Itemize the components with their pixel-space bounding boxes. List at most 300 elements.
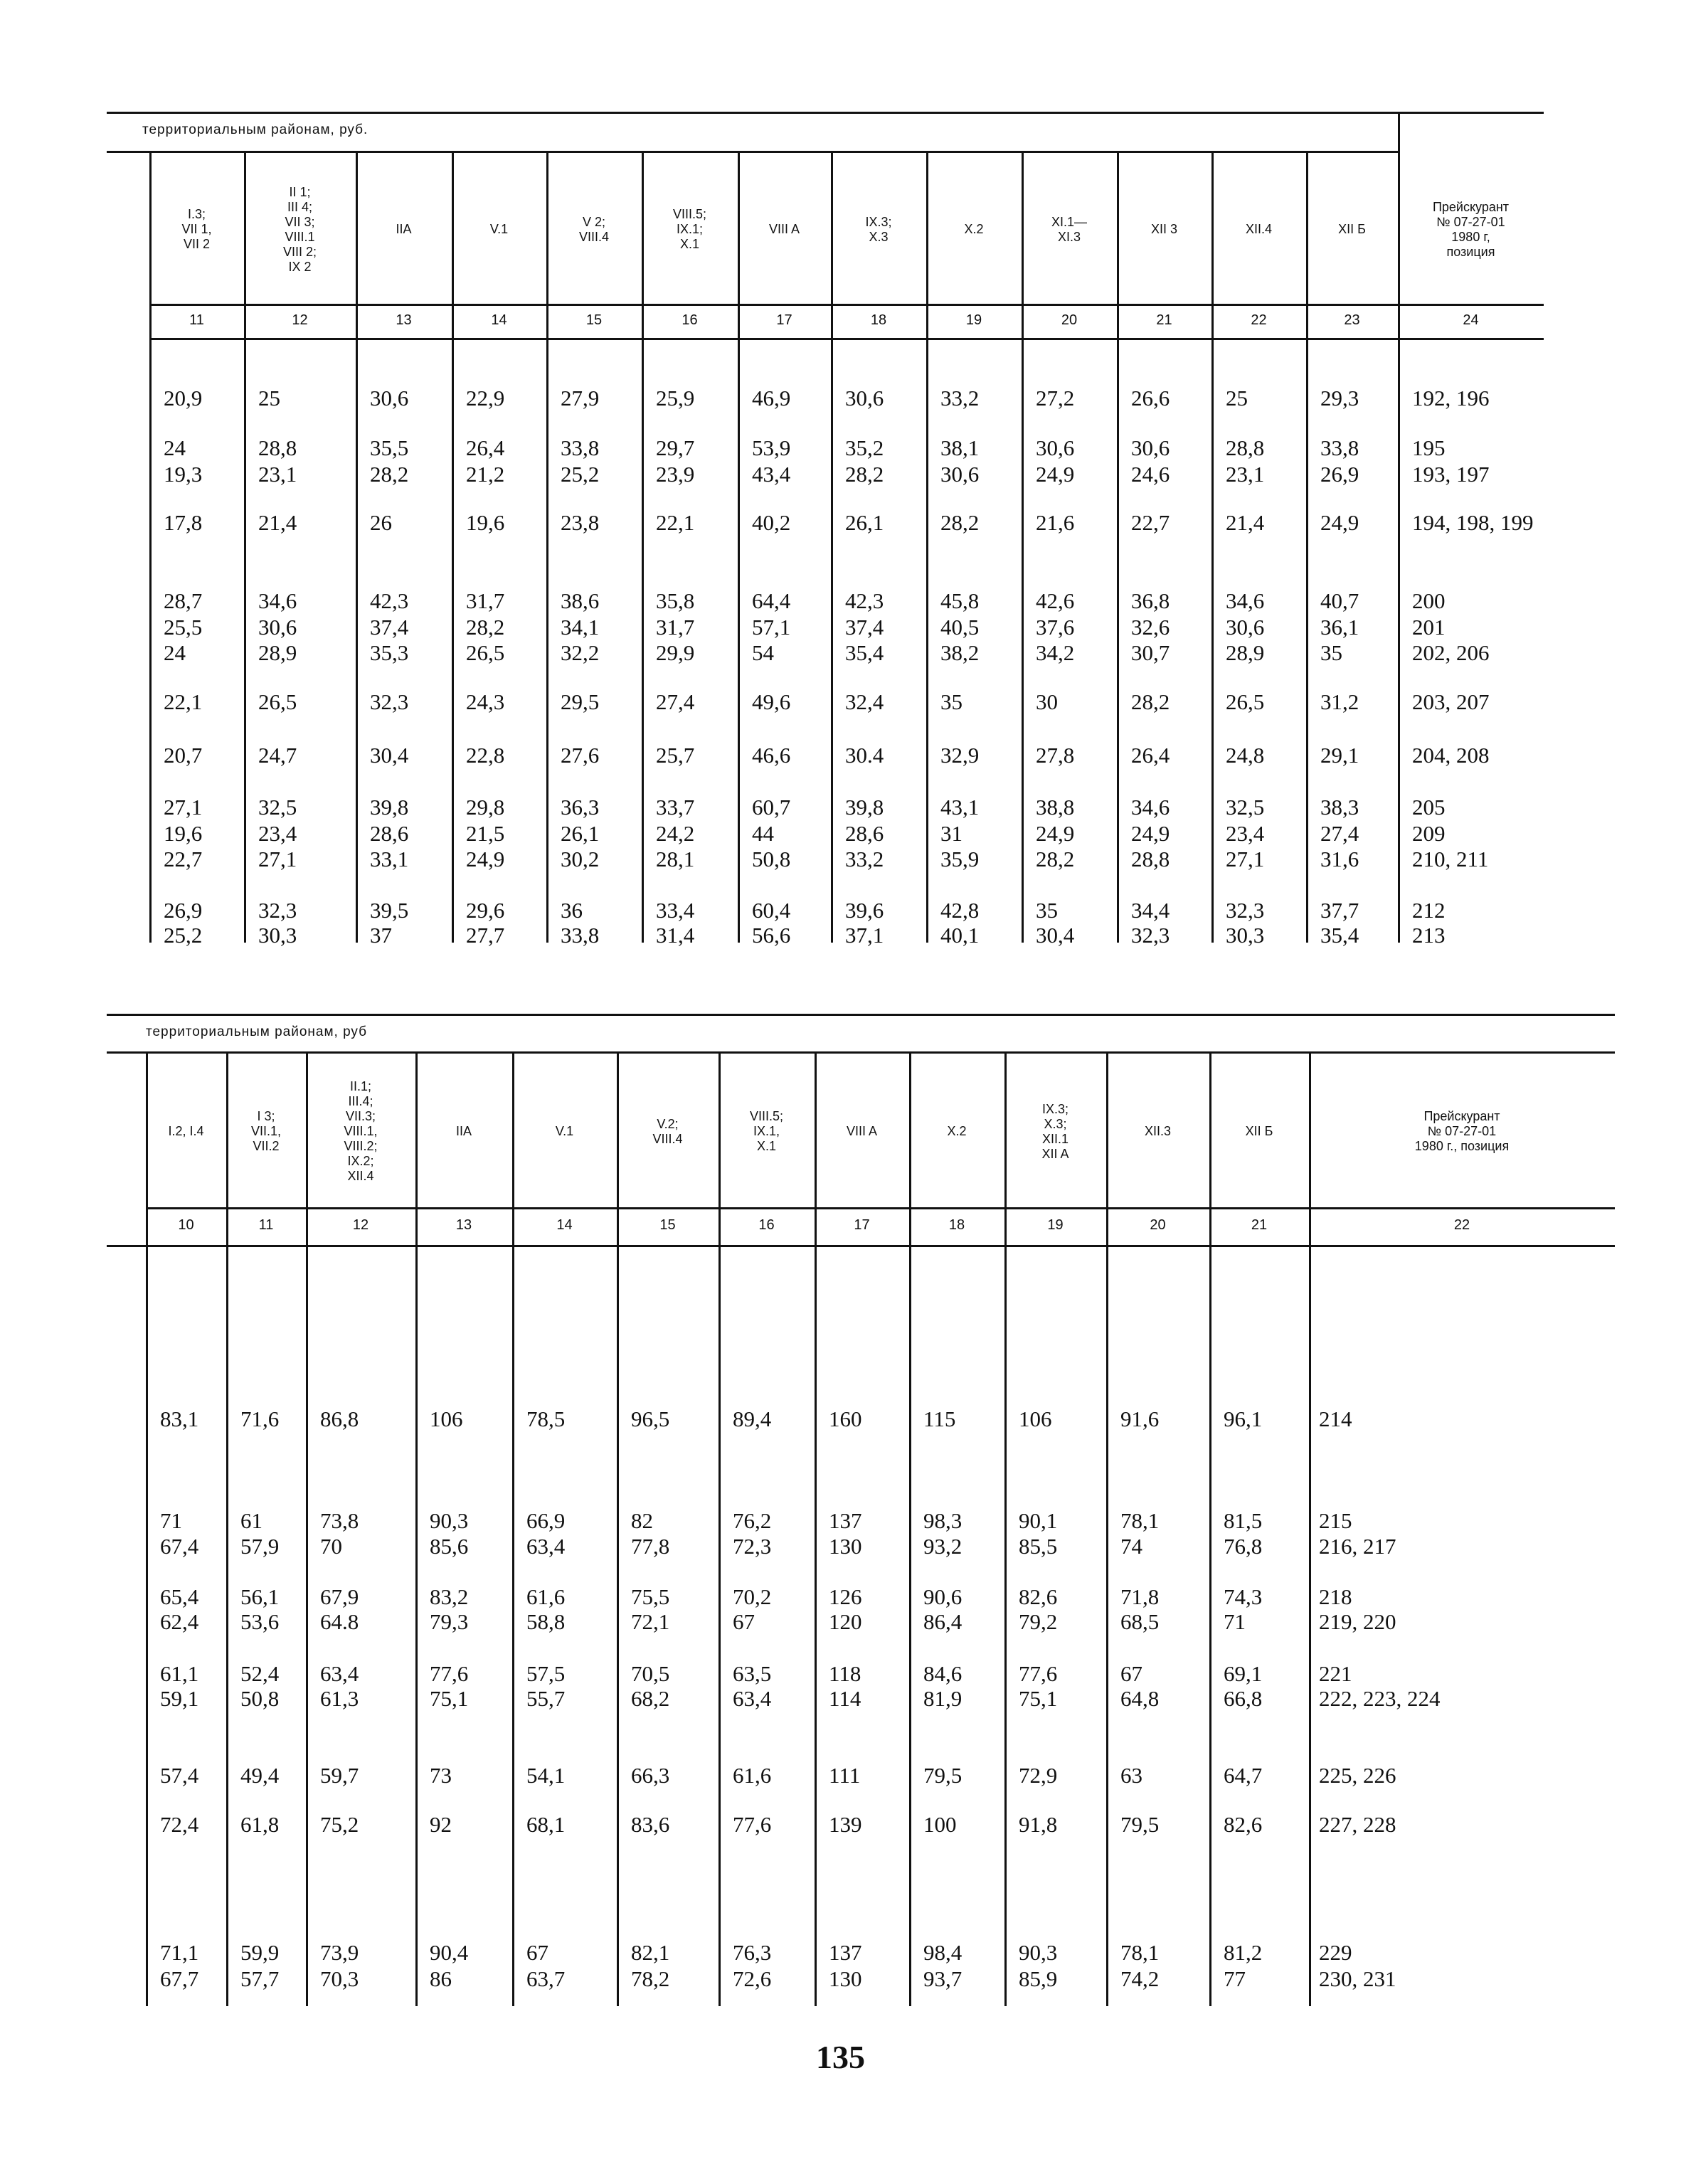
table2-value-cell: 86,8 — [320, 1406, 359, 1431]
table1-value-cell: 44 — [752, 821, 774, 846]
table1-value-cell: 21,5 — [466, 821, 505, 846]
table2-value-cell: 66,8 — [1224, 1686, 1263, 1711]
table1-col-number: 14 — [491, 312, 507, 328]
table2-value-cell: 73,8 — [320, 1508, 359, 1533]
table1-value-cell: 64,4 — [752, 588, 791, 613]
table1-col-header: VIII A — [768, 222, 800, 236]
table1-value-cell: 28,6 — [370, 821, 409, 846]
table1-value-cell: 27,6 — [561, 743, 600, 768]
table2-value-cell: 106 — [1019, 1406, 1052, 1431]
table2-value-cell: 93,2 — [923, 1534, 963, 1559]
table1-value-cell: 38,6 — [561, 588, 600, 613]
table2-value-cell: 63,7 — [526, 1966, 566, 1991]
table2-col-divider — [146, 1051, 148, 2006]
table1-value-cell: 35,4 — [1320, 923, 1359, 948]
table2-value-cell: 76,2 — [733, 1508, 772, 1533]
table1-position-cell: 209 — [1412, 821, 1446, 846]
table1-value-cell: 45,8 — [940, 588, 980, 613]
table2-value-cell: 57,7 — [240, 1966, 280, 1991]
table2-col-header: I 3; VII.1, VII.2 — [250, 1109, 282, 1153]
table1-value-cell: 24,9 — [1131, 821, 1170, 846]
table1-value-cell: 30,3 — [1226, 923, 1265, 948]
table1-value-cell: 25,5 — [164, 615, 203, 640]
table2-position-cell: 230, 231 — [1319, 1966, 1396, 1991]
table1-value-cell: 21,6 — [1036, 510, 1075, 535]
table1-value-cell: 31,7 — [656, 615, 695, 640]
table1-value-cell: 19,6 — [164, 821, 203, 846]
table1-col-divider — [244, 151, 246, 943]
table1-position-cell: 200 — [1412, 588, 1446, 613]
table2-value-cell: 75,2 — [320, 1812, 359, 1837]
table1-value-cell: 42,3 — [845, 588, 884, 613]
table1-col-number: 21 — [1156, 312, 1172, 328]
table2-value-cell: 67,7 — [160, 1966, 199, 1991]
table1-value-cell: 39,6 — [845, 898, 884, 923]
table2-value-cell: 68,5 — [1120, 1609, 1160, 1634]
table1-value-cell: 24 — [164, 435, 186, 460]
table2-value-cell: 64,7 — [1224, 1763, 1263, 1788]
table1-col-header: II 1; III 4; VII 3; VIII.1 VIII 2; IX 2 — [282, 184, 317, 274]
table1-value-cell: 28,6 — [845, 821, 884, 846]
table2-value-cell: 91,6 — [1120, 1406, 1160, 1431]
table2-col-divider — [306, 1051, 308, 2006]
table2-value-cell: 59,7 — [320, 1763, 359, 1788]
table2-value-cell: 76,3 — [733, 1940, 772, 1965]
table1-col-number: 24 — [1463, 312, 1479, 328]
table1-value-cell: 28,8 — [258, 435, 297, 460]
table2-value-cell: 130 — [829, 1534, 862, 1559]
table2-value-cell: 74,2 — [1120, 1966, 1160, 1991]
table2-col-header: XII Б — [1245, 1124, 1273, 1138]
table1-value-cell: 57,1 — [752, 615, 791, 640]
table1-value-cell: 22,8 — [466, 743, 505, 768]
table1-value-cell: 35 — [1320, 640, 1342, 665]
table1-value-cell: 30,6 — [1226, 615, 1265, 640]
table1-value-cell: 43,4 — [752, 462, 791, 487]
table2-col-header: IIA — [455, 1124, 472, 1138]
table1-value-cell: 34,2 — [1036, 640, 1075, 665]
table1-value-cell: 30.4 — [845, 743, 884, 768]
table1-value-cell: 40,2 — [752, 510, 791, 535]
table1-value-cell: 26,9 — [164, 898, 203, 923]
table2-col-divider — [617, 1051, 619, 2006]
table1-col-number: 22 — [1251, 312, 1267, 328]
table1-value-cell: 29,3 — [1320, 386, 1359, 410]
table1-price-divider-top — [1398, 112, 1400, 151]
table1-value-cell: 37,4 — [845, 615, 884, 640]
table1-value-cell: 40,7 — [1320, 588, 1359, 613]
table2-value-cell: 77,6 — [1019, 1661, 1058, 1686]
table1-value-cell: 37 — [370, 923, 392, 948]
table1-position-cell: 212 — [1412, 898, 1446, 923]
table1-col-header: IIA — [396, 222, 412, 236]
table1-value-cell: 32,5 — [258, 795, 297, 820]
table1-value-cell: 23,4 — [258, 821, 297, 846]
table1-value-cell: 26,5 — [1226, 689, 1265, 714]
table1-value-cell: 30,4 — [1036, 923, 1075, 948]
table1-value-cell: 34,1 — [561, 615, 600, 640]
table1-value-cell: 19,3 — [164, 462, 203, 487]
table2-col-number: 15 — [659, 1217, 676, 1233]
table1-value-cell: 25,2 — [561, 462, 600, 487]
table1-value-cell: 24,9 — [1036, 462, 1075, 487]
table2-value-cell: 82,6 — [1019, 1584, 1058, 1609]
table2-value-cell: 83,1 — [160, 1406, 199, 1431]
table2-value-cell: 75,1 — [430, 1686, 469, 1711]
table1-value-cell: 29,6 — [466, 898, 505, 923]
table1-value-cell: 28,2 — [466, 615, 505, 640]
table2-col-number: 12 — [352, 1217, 369, 1233]
table2-value-cell: 79,5 — [1120, 1812, 1160, 1837]
table1-col-header: Прейскурант № 07-27-01 1980 г, позиция — [1432, 199, 1510, 259]
table1-col-header: X.2 — [964, 222, 984, 236]
table1-col-divider — [546, 151, 548, 943]
table2-col-divider — [1004, 1051, 1007, 2006]
table2-value-cell: 78,5 — [526, 1406, 566, 1431]
table2-value-cell: 49,4 — [240, 1763, 280, 1788]
table1-col-number: 12 — [292, 312, 308, 328]
table2-value-cell: 56,1 — [240, 1584, 280, 1609]
table1-value-cell: 33,8 — [1320, 435, 1359, 460]
table1-value-cell: 33,8 — [561, 923, 600, 948]
table2-value-cell: 126 — [829, 1584, 862, 1609]
table2-value-cell: 82,1 — [631, 1940, 670, 1965]
table2-value-cell: 77 — [1224, 1966, 1246, 1991]
table1-value-cell: 30,7 — [1131, 640, 1170, 665]
table2-value-cell: 61,6 — [733, 1763, 772, 1788]
table1-value-cell: 32,4 — [845, 689, 884, 714]
table1-col-number: 20 — [1061, 312, 1078, 328]
table1-value-cell: 25 — [258, 386, 280, 410]
table2-col-number: 18 — [948, 1217, 965, 1233]
table1-col-header: XI.1— XI.3 — [1051, 214, 1088, 244]
table2-value-cell: 130 — [829, 1966, 862, 1991]
table2-col-divider — [226, 1051, 228, 2006]
table2-value-cell: 77,8 — [631, 1534, 670, 1559]
table1-col-number: 13 — [396, 312, 412, 328]
table1-col-header: V.1 — [489, 222, 509, 236]
table2-value-cell: 137 — [829, 1940, 862, 1965]
table1-value-cell: 32,3 — [258, 898, 297, 923]
table1-col-divider — [1398, 151, 1400, 943]
table2-value-cell: 98,3 — [923, 1508, 963, 1533]
table1-value-cell: 36,1 — [1320, 615, 1359, 640]
table2-value-cell: 71,6 — [240, 1406, 280, 1431]
table1-value-cell: 56,6 — [752, 923, 791, 948]
table1-value-cell: 60,7 — [752, 795, 791, 820]
table2-value-cell: 67 — [1120, 1661, 1142, 1686]
table2-value-cell: 66,3 — [631, 1763, 670, 1788]
table1-value-cell: 31,2 — [1320, 689, 1359, 714]
table1-value-cell: 39,8 — [845, 795, 884, 820]
table1-value-cell: 37,6 — [1036, 615, 1075, 640]
table1-value-cell: 28,2 — [370, 462, 409, 487]
table2-value-cell: 85,5 — [1019, 1534, 1058, 1559]
table1-value-cell: 33,7 — [656, 795, 695, 820]
table1-value-cell: 29,9 — [656, 640, 695, 665]
table1-value-cell: 34,6 — [258, 588, 297, 613]
table1-value-cell: 26,1 — [561, 821, 600, 846]
table1-value-cell: 20,7 — [164, 743, 203, 768]
table2-value-cell: 55,7 — [526, 1686, 566, 1711]
table1-value-cell: 36,3 — [561, 795, 600, 820]
table1-value-cell: 27,4 — [1320, 821, 1359, 846]
table1-value-cell: 34,6 — [1226, 588, 1265, 613]
table1-value-cell: 39,5 — [370, 898, 409, 923]
table2-value-cell: 57,5 — [526, 1661, 566, 1686]
table2-value-cell: 53,6 — [240, 1609, 280, 1634]
table1-number-rule — [149, 338, 1544, 340]
table1-value-cell: 27,7 — [466, 923, 505, 948]
table1-value-cell: 22,1 — [164, 689, 203, 714]
table1-col-header: VIII.5; IX.1; X.1 — [672, 207, 707, 251]
table2-value-cell: 64.8 — [320, 1609, 359, 1634]
table2-value-cell: 64,8 — [1120, 1686, 1160, 1711]
table2-value-cell: 98,4 — [923, 1940, 963, 1965]
table2-value-cell: 52,4 — [240, 1661, 280, 1686]
table2-value-cell: 79,2 — [1019, 1609, 1058, 1634]
table2-value-cell: 83,6 — [631, 1812, 670, 1837]
table1-value-cell: 24,7 — [258, 743, 297, 768]
table2-value-cell: 89,4 — [733, 1406, 772, 1431]
table2-value-cell: 70,3 — [320, 1966, 359, 1991]
table1-col-divider — [452, 151, 454, 943]
table1-value-cell: 28,7 — [164, 588, 203, 613]
table2-value-cell: 61,8 — [240, 1812, 280, 1837]
table1-value-cell: 26,5 — [258, 689, 297, 714]
table2-value-cell: 63,4 — [526, 1534, 566, 1559]
table2-value-cell: 77,6 — [430, 1661, 469, 1686]
table2-col-header: X.2 — [947, 1124, 967, 1138]
table1-value-cell: 49,6 — [752, 689, 791, 714]
table2-col-divider — [1106, 1051, 1108, 2006]
table1-position-cell: 201 — [1412, 615, 1446, 640]
table1-value-cell: 25,2 — [164, 923, 203, 948]
table2-value-cell: 74,3 — [1224, 1584, 1263, 1609]
table2-position-cell: 215 — [1319, 1508, 1352, 1533]
table1-col-divider — [1211, 151, 1214, 943]
table1-col-number: 11 — [189, 312, 204, 328]
table1-col-divider — [642, 151, 644, 943]
table2-col-divider — [1209, 1051, 1211, 2006]
table1-col-number: 15 — [585, 312, 603, 328]
table2-col-divider — [512, 1051, 514, 2006]
table2-value-cell: 57,9 — [240, 1534, 280, 1559]
table1-value-cell: 32,9 — [940, 743, 980, 768]
table1-value-cell: 26,5 — [466, 640, 505, 665]
table1-value-cell: 36,8 — [1131, 588, 1170, 613]
table2-col-header: Прейскурант № 07-27-01 1980 г., позиция — [1414, 1109, 1510, 1153]
table2-value-cell: 50,8 — [240, 1686, 280, 1711]
table1-col-header: I.3; VII 1, VII 2 — [181, 207, 212, 251]
table2-col-number: 10 — [178, 1217, 194, 1233]
table2-value-cell: 84,6 — [923, 1661, 963, 1686]
table1-top-rule — [107, 112, 1544, 114]
table2-col-header: I.2, I.4 — [168, 1124, 204, 1138]
table2-value-cell: 76,8 — [1224, 1534, 1263, 1559]
table2-value-cell: 63,5 — [733, 1661, 772, 1686]
table1-value-cell: 24,3 — [466, 689, 505, 714]
table1-value-cell: 35,8 — [656, 588, 695, 613]
table2-value-cell: 137 — [829, 1508, 862, 1533]
table2-position-cell: 214 — [1319, 1406, 1352, 1431]
table1-value-cell: 26,9 — [1320, 462, 1359, 487]
table1-value-cell: 26,6 — [1131, 386, 1170, 410]
table1-value-cell: 24,9 — [1320, 510, 1359, 535]
table1-value-cell: 46,9 — [752, 386, 791, 410]
table1-position-cell: 205 — [1412, 795, 1446, 820]
table2-col-header: VIII.5; IX.1, X.1 — [749, 1109, 784, 1153]
table1-value-cell: 28,1 — [656, 847, 695, 871]
table1-value-cell: 28,2 — [1036, 847, 1075, 871]
table1-value-cell: 24,9 — [466, 847, 505, 871]
table2-value-cell: 77,6 — [733, 1812, 772, 1837]
table1-value-cell: 23,1 — [1226, 462, 1265, 487]
table1-value-cell: 31 — [940, 821, 963, 846]
table1-value-cell: 27,4 — [656, 689, 695, 714]
table1-value-cell: 34,6 — [1131, 795, 1170, 820]
table1-value-cell: 31,4 — [656, 923, 695, 948]
table1-value-cell: 33,8 — [561, 435, 600, 460]
table1-col-divider — [356, 151, 358, 943]
table2-value-cell: 62,4 — [160, 1609, 199, 1634]
table2-col-number: 17 — [854, 1217, 870, 1233]
table2-col-number: 11 — [258, 1217, 274, 1233]
table1-col-divider — [1117, 151, 1119, 943]
page-number: 135 — [816, 2039, 865, 2075]
table2-value-cell: 78,1 — [1120, 1508, 1160, 1533]
table1-value-cell: 30,6 — [1131, 435, 1170, 460]
table1-value-cell: 26,4 — [1131, 743, 1170, 768]
table2-value-cell: 79,3 — [430, 1609, 469, 1634]
table1-col-header: XII 3 — [1150, 222, 1178, 236]
table2-value-cell: 67 — [733, 1609, 755, 1634]
table2-col-header: V.1 — [555, 1124, 574, 1138]
table2-col-number: 20 — [1150, 1217, 1166, 1233]
table2-value-cell: 72,6 — [733, 1966, 772, 1991]
table2-value-cell: 61,6 — [526, 1584, 566, 1609]
table2-value-cell: 92 — [430, 1812, 452, 1837]
table2-position-cell: 219, 220 — [1319, 1609, 1396, 1634]
table2-position-cell: 216, 217 — [1319, 1534, 1396, 1559]
table1-position-cell: 202, 206 — [1412, 640, 1490, 665]
table1-value-cell: 28,8 — [1226, 435, 1265, 460]
table2-value-cell: 75,5 — [631, 1584, 670, 1609]
table2-value-cell: 73 — [430, 1763, 452, 1788]
table1-value-cell: 35,4 — [845, 640, 884, 665]
table1-position-cell: 210, 211 — [1412, 847, 1489, 871]
table1-value-cell: 17,8 — [164, 510, 203, 535]
table1-value-cell: 33,2 — [940, 386, 980, 410]
table2-value-cell: 111 — [829, 1763, 861, 1788]
table2-value-cell: 86,4 — [923, 1609, 963, 1634]
table2-value-cell: 72,4 — [160, 1812, 199, 1837]
table2-value-cell: 114 — [829, 1686, 861, 1711]
table1-value-cell: 33,4 — [656, 898, 695, 923]
table2-value-cell: 90,3 — [430, 1508, 469, 1533]
table1-value-cell: 35,3 — [370, 640, 409, 665]
table2-value-cell: 70,2 — [733, 1584, 772, 1609]
table1-value-cell: 23,8 — [561, 510, 600, 535]
table2-position-cell: 225, 226 — [1319, 1763, 1396, 1788]
table1-value-cell: 28,9 — [1226, 640, 1265, 665]
table1-value-cell: 27,1 — [258, 847, 297, 871]
table2-col-header: XII.3 — [1144, 1124, 1172, 1138]
table1-value-cell: 28,9 — [258, 640, 297, 665]
table1-value-cell: 32,2 — [561, 640, 600, 665]
table2-value-cell: 71,8 — [1120, 1584, 1160, 1609]
table2-value-cell: 61,1 — [160, 1661, 199, 1686]
table2-value-cell: 81,9 — [923, 1686, 963, 1711]
table1-value-cell: 35 — [1036, 898, 1058, 923]
table1-value-cell: 26,4 — [466, 435, 505, 460]
table1-value-cell: 23,4 — [1226, 821, 1265, 846]
table2-value-cell: 70 — [320, 1534, 342, 1559]
table1-value-cell: 27,2 — [1036, 386, 1075, 410]
table1-col-header: V 2; VIII.4 — [578, 214, 610, 244]
table2-value-cell: 139 — [829, 1812, 862, 1837]
table2-position-cell: 218 — [1319, 1584, 1352, 1609]
table2-value-cell: 72,9 — [1019, 1763, 1058, 1788]
table1-caption-rule — [107, 151, 1398, 153]
table2-value-cell: 72,3 — [733, 1534, 772, 1559]
table2-col-number: 16 — [758, 1217, 775, 1233]
table1-value-cell: 42,8 — [940, 898, 980, 923]
table2-value-cell: 69,1 — [1224, 1661, 1263, 1686]
table1-col-header: XII Б — [1338, 222, 1366, 236]
table2-value-cell: 83,2 — [430, 1584, 469, 1609]
table2-value-cell: 58,8 — [526, 1609, 566, 1634]
table1-value-cell: 32,3 — [370, 689, 409, 714]
table2-value-cell: 66,9 — [526, 1508, 566, 1533]
table1-col-divider — [149, 151, 152, 943]
table2-header-rule — [146, 1207, 1615, 1209]
table1-value-cell: 30,6 — [370, 386, 409, 410]
table2-caption: территориальным районам, руб — [146, 1024, 368, 1039]
table2-col-header: IX.3; X.3; XII.1 XII A — [1041, 1101, 1069, 1161]
table1-value-cell: 37,7 — [1320, 898, 1359, 923]
table2-value-cell: 74 — [1120, 1534, 1142, 1559]
table1-value-cell: 60,4 — [752, 898, 791, 923]
table2-col-divider — [415, 1051, 418, 2006]
table1-value-cell: 29,5 — [561, 689, 600, 714]
table2-col-header: II.1; III.4; VII.3; VIII.1, VIII.2; IX.2; XII.4 — [344, 1079, 378, 1183]
table1-value-cell: 33,2 — [845, 847, 884, 871]
table1-value-cell: 33,1 — [370, 847, 409, 871]
table1-value-cell: 36 — [561, 898, 583, 923]
table1-value-cell: 21,2 — [466, 462, 505, 487]
table1-value-cell: 22,7 — [164, 847, 203, 871]
table1-value-cell: 30,6 — [845, 386, 884, 410]
table1-value-cell: 32,5 — [1226, 795, 1265, 820]
table1-value-cell: 30,6 — [940, 462, 980, 487]
table1-col-number: 17 — [776, 312, 792, 328]
table1-value-cell: 37,1 — [845, 923, 884, 948]
table2-position-cell: 221 — [1319, 1661, 1352, 1686]
table2-value-cell: 81,5 — [1224, 1508, 1263, 1533]
table2-col-header: V.2; VIII.4 — [652, 1116, 683, 1146]
table2-value-cell: 96,1 — [1224, 1406, 1263, 1431]
table2-value-cell: 63 — [1120, 1763, 1142, 1788]
table2-value-cell: 118 — [829, 1661, 861, 1686]
table2-value-cell: 90,3 — [1019, 1940, 1058, 1965]
table2-value-cell: 90,6 — [923, 1584, 963, 1609]
table1-value-cell: 29,8 — [466, 795, 505, 820]
table1-header-rule — [149, 304, 1544, 306]
table1-value-cell: 35,9 — [940, 847, 980, 871]
table1-value-cell: 23,9 — [656, 462, 695, 487]
table1-value-cell: 34,4 — [1131, 898, 1170, 923]
